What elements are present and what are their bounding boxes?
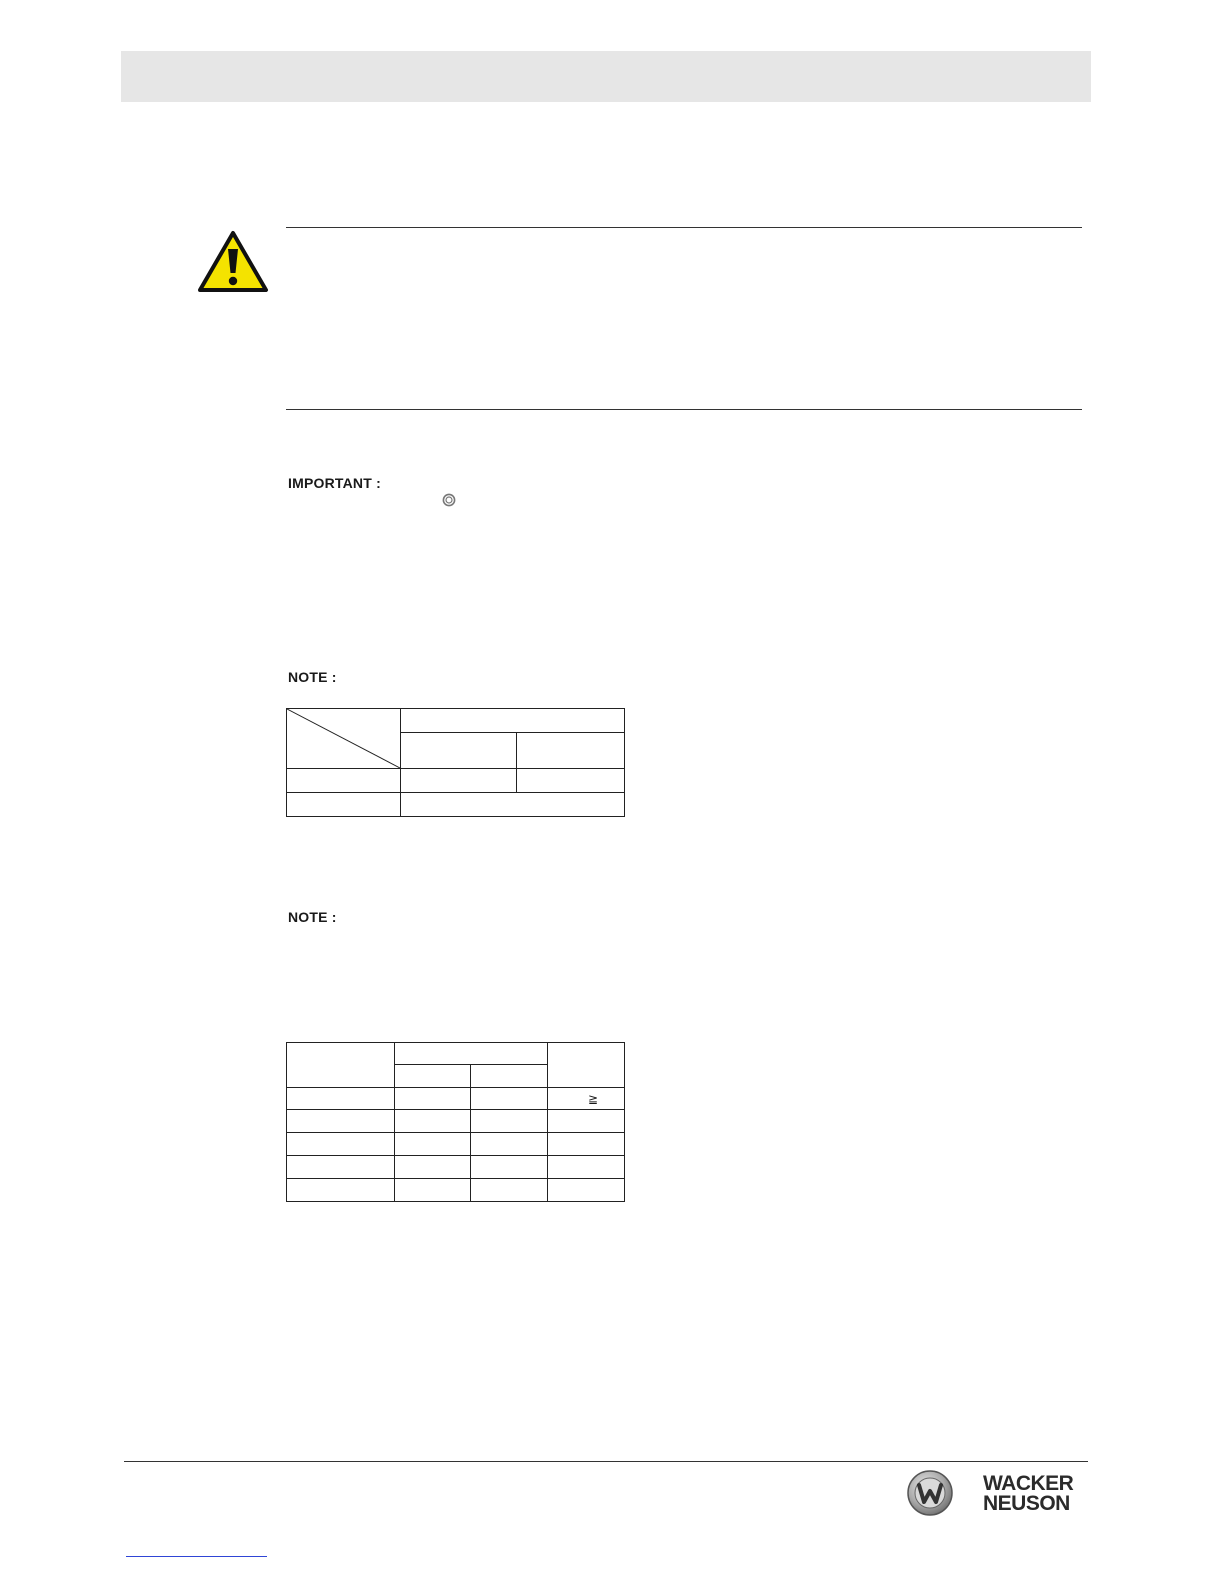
spec-table-1 <box>286 708 625 817</box>
table2-cell <box>287 1156 395 1179</box>
recycle-icon <box>442 493 456 507</box>
table2-cell <box>471 1133 548 1156</box>
table2-cell <box>287 1110 395 1133</box>
table2-cell <box>395 1133 471 1156</box>
table2-cell <box>548 1110 625 1133</box>
footer-link-underline[interactable] <box>126 1556 267 1557</box>
wacker-neuson-logo-icon <box>906 1469 954 1517</box>
spec-table-2 <box>286 1042 625 1202</box>
table2-subheader-cell <box>395 1065 471 1088</box>
table2-cell <box>395 1179 471 1202</box>
diagonal-line <box>287 709 400 768</box>
table2-cell <box>395 1088 471 1110</box>
table2-header-cell <box>395 1043 548 1065</box>
wacker-neuson-logo-text <box>983 1474 1073 1514</box>
table1-corner-cell <box>287 709 401 769</box>
page-header-band <box>121 51 1091 102</box>
table1-cell <box>287 793 401 817</box>
footer-rule <box>124 1461 1088 1462</box>
table2-cell <box>548 1156 625 1179</box>
warning-triangle-icon <box>197 229 269 293</box>
table2-cell <box>395 1156 471 1179</box>
greater-equal-symbol: ≧ <box>548 1088 625 1110</box>
note-label-2: NOTE : <box>288 909 337 925</box>
warning-top-rule <box>286 227 1082 228</box>
table2-cell <box>548 1179 625 1202</box>
table2-cell <box>287 1133 395 1156</box>
table2-cell <box>471 1088 548 1110</box>
table1-subheader-cell <box>517 733 625 769</box>
important-label: IMPORTANT : <box>288 475 381 491</box>
table1-cell <box>401 793 625 817</box>
table2-cell <box>287 1179 395 1202</box>
table1-cell <box>401 769 517 793</box>
table2-cell <box>471 1110 548 1133</box>
table2-cell <box>287 1088 395 1110</box>
table1-subheader-cell <box>401 733 517 769</box>
table2-cell <box>471 1156 548 1179</box>
warning-bottom-rule <box>286 409 1082 410</box>
logo-text-line-1: WACKER <box>983 1472 1074 1495</box>
table1-cell <box>517 769 625 793</box>
table2-header-cell <box>548 1043 625 1088</box>
table1-header-cell <box>401 709 625 733</box>
table2-cell <box>471 1179 548 1202</box>
table2-cell <box>395 1110 471 1133</box>
note-label-1: NOTE : <box>288 669 337 685</box>
table2-cell <box>548 1133 625 1156</box>
table2-subheader-cell <box>471 1065 548 1088</box>
logo-text-line-2: NEUSON <box>983 1492 1070 1515</box>
table1-cell <box>287 769 401 793</box>
table2-header-cell <box>287 1043 395 1088</box>
